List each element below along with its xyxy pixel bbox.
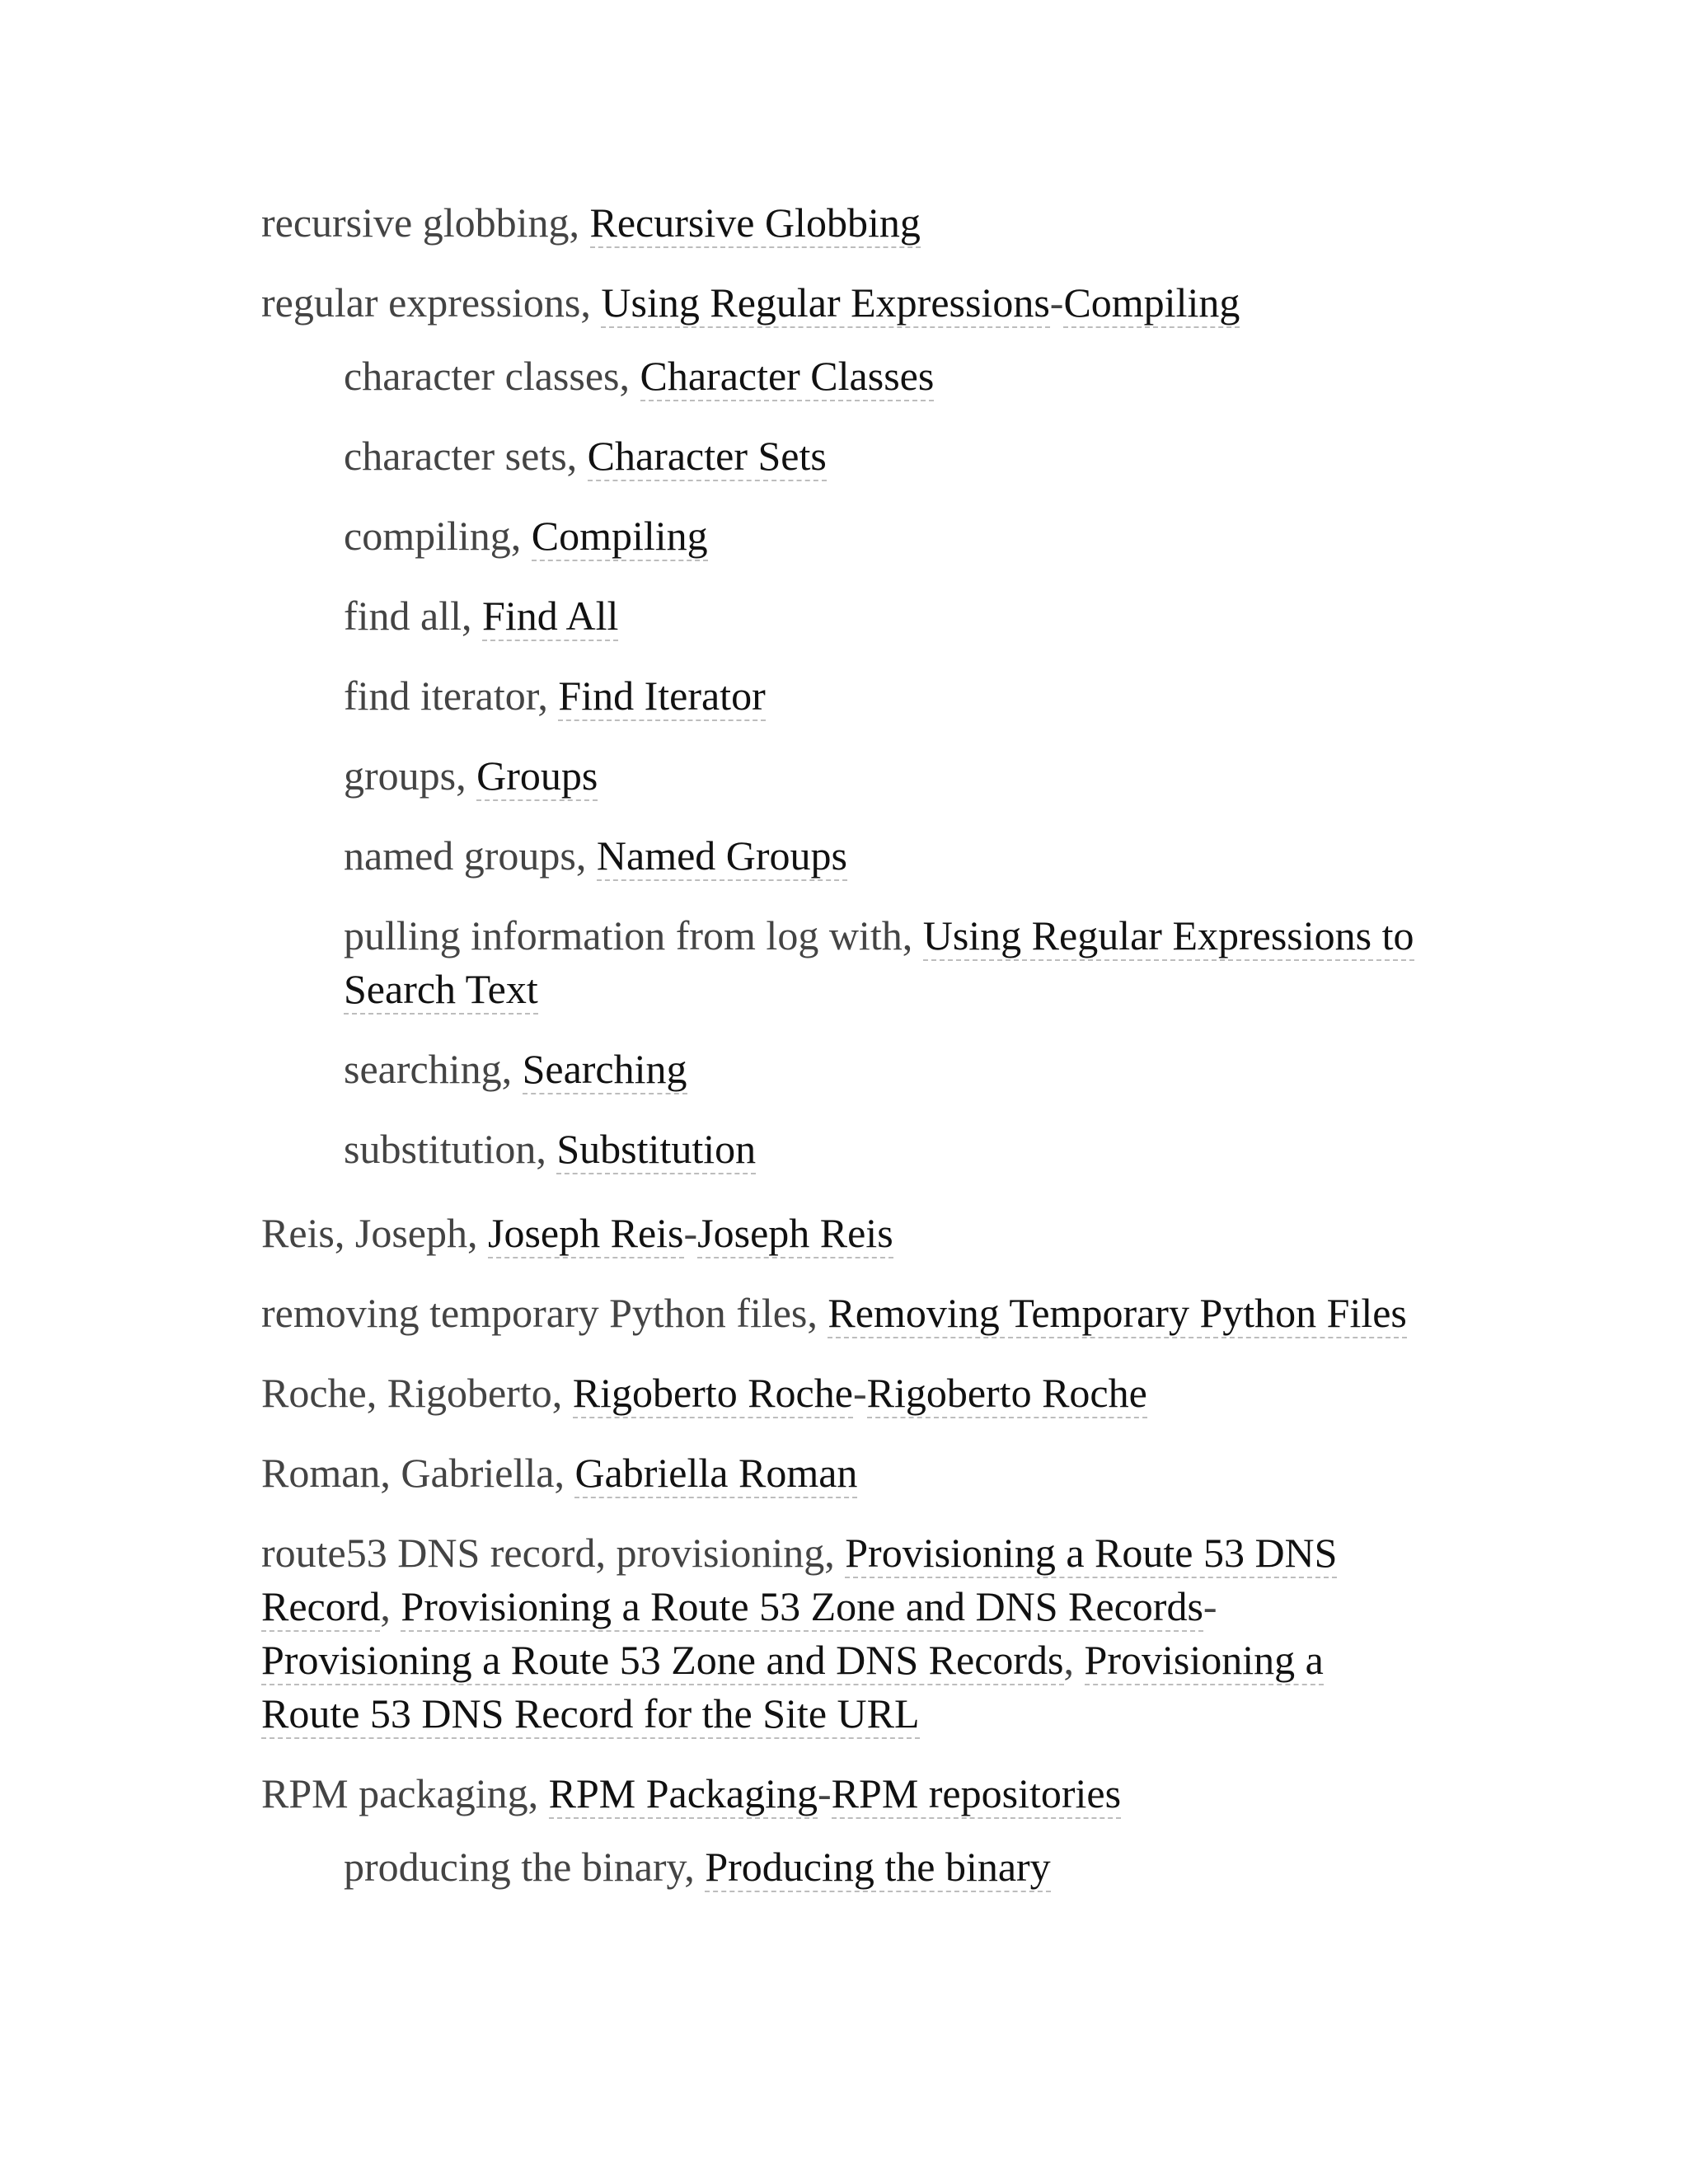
- index-term: searching,: [344, 1046, 523, 1092]
- index-link[interactable]: Gabriella Roman: [574, 1450, 857, 1498]
- index-link[interactable]: Find Iterator: [558, 673, 765, 721]
- index-link[interactable]: Substitution: [556, 1126, 756, 1174]
- index-subentry: [261, 349, 1432, 403]
- index-term: find iterator,: [344, 673, 559, 719]
- index-subentry: [261, 1043, 1432, 1096]
- index-term: named groups,: [344, 832, 597, 879]
- index-entry: Roche, Rigoberto, Rigoberto Roche-Rigoberto Roche: [261, 1366, 1432, 1420]
- index-subentry: [261, 749, 1432, 803]
- index-link[interactable]: RPM repositories: [832, 1770, 1121, 1819]
- index-link[interactable]: Using Regular Expressions: [601, 279, 1049, 328]
- index-link[interactable]: Character Sets: [588, 433, 827, 481]
- index-link[interactable]: RPM Packaging: [549, 1770, 818, 1819]
- index-term: pulling information from log with,: [344, 912, 923, 958]
- index-entry: Reis, Joseph, Joseph Reis-Joseph Reis: [261, 1207, 1432, 1260]
- index-term: substitution,: [344, 1126, 557, 1172]
- index-subentry: [261, 589, 1432, 643]
- index-term: character sets,: [344, 433, 588, 479]
- index-term: character classes,: [344, 353, 640, 399]
- index-subentry: [261, 429, 1432, 483]
- index-subentry: [261, 909, 1432, 1016]
- index-entry: regular expressions, Using Regular Expressions-Compiling: [261, 276, 1432, 330]
- index-entry: [261, 1286, 1432, 1340]
- index-term: recursive globbing,: [261, 199, 590, 246]
- index-link[interactable]: Compiling: [532, 513, 708, 561]
- index-subentry: [261, 509, 1432, 563]
- index-link[interactable]: Rigoberto Roche: [573, 1370, 853, 1418]
- index-link[interactable]: Provisioning a Route 53 Zone and DNS Records: [261, 1637, 1064, 1685]
- index-link[interactable]: Compiling: [1063, 279, 1240, 328]
- index-link[interactable]: Removing Temporary Python Files: [828, 1290, 1407, 1338]
- index-link[interactable]: Provisioning a Route 53 Zone and DNS Records: [401, 1583, 1203, 1632]
- index-link[interactable]: Find All: [482, 593, 618, 641]
- index-term: producing the binary,: [344, 1844, 706, 1890]
- index-subentry: [261, 669, 1432, 723]
- index-term: compiling,: [344, 513, 532, 559]
- index-link[interactable]: Rigoberto Roche: [867, 1370, 1147, 1418]
- index-term: Roman, Gabriella,: [261, 1450, 575, 1496]
- index-link[interactable]: Character Classes: [640, 353, 935, 401]
- index-term: groups,: [344, 752, 477, 799]
- index-list: [261, 196, 1432, 1894]
- index-entry: [261, 1446, 1432, 1500]
- index-link[interactable]: Recursive Globbing: [590, 199, 921, 248]
- index-link[interactable]: Provisioning a Route 53 DNS Record for the Site URL: [261, 1637, 1324, 1739]
- index-subentry: [261, 1840, 1432, 1894]
- index-entry: [261, 196, 1432, 250]
- index-term: Reis, Joseph,: [261, 1210, 488, 1256]
- index-term: Roche, Rigoberto,: [261, 1370, 573, 1416]
- index-term: route53 DNS record, provisioning,: [261, 1530, 846, 1576]
- index-link[interactable]: Using Regular Expressions to Search Text: [344, 912, 1414, 1015]
- index-entry: RPM packaging, RPM Packaging-RPM repositories: [261, 1767, 1432, 1821]
- index-link[interactable]: Joseph Reis: [488, 1210, 684, 1258]
- index-link[interactable]: Joseph Reis: [697, 1210, 893, 1258]
- index-link[interactable]: Groups: [476, 752, 598, 801]
- index-subentry: [261, 829, 1432, 883]
- index-term: removing temporary Python files,: [261, 1290, 828, 1336]
- index-entry: route53 DNS record, provisioning, Provisioning a Route 53 DNS Record, Provisioning a Route 53 Zone and DNS Records- Provisioning a Route 53 Zone and DNS Records, Provisioning a Route 53 DNS Record for the Site URL: [261, 1526, 1432, 1741]
- index-link[interactable]: Provisioning a Route 53 DNS Record: [261, 1530, 1337, 1632]
- index-term: regular expressions,: [261, 279, 602, 326]
- index-link[interactable]: Searching: [523, 1046, 687, 1094]
- index-term: find all,: [344, 593, 483, 639]
- index-link[interactable]: Producing the binary: [705, 1844, 1050, 1892]
- index-subentry: [261, 1122, 1432, 1176]
- index-term: RPM packaging,: [261, 1770, 549, 1816]
- index-link[interactable]: Named Groups: [597, 832, 847, 881]
